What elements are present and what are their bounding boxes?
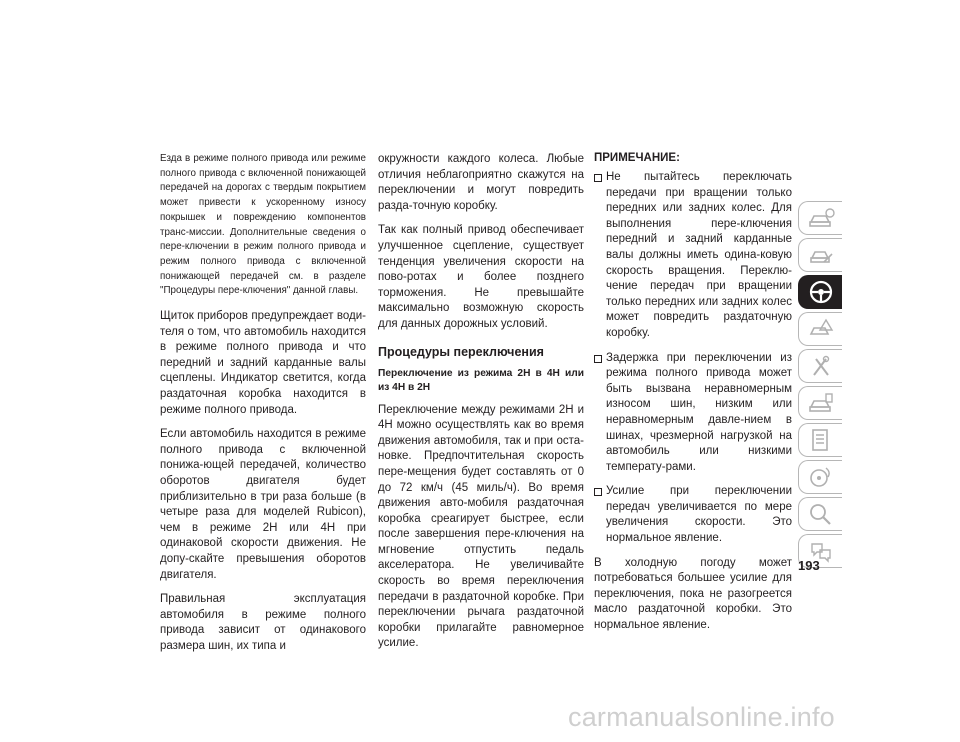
checkbox-bullet-icon <box>594 355 602 363</box>
text-column-3 <box>594 152 792 643</box>
watermark: carmanualsonline.info <box>568 702 835 732</box>
text-column-2 <box>378 152 584 661</box>
multimedia-icon <box>806 464 836 490</box>
tools-icon <box>806 353 836 379</box>
tab-multimedia[interactable] <box>798 460 842 494</box>
paragraph: Правильная эксплуатация автомобиля в режиме полного привода зависит от одинакового размера шин, их типа и <box>160 593 366 652</box>
chapter-tabs <box>798 201 842 571</box>
specifications-icon <box>806 427 836 453</box>
paragraph: Переключение между режимами 2H и 4H можно осуществлять как во время движения автомобиля, так и при оста-новке. Предпочтительная скорость пере-мещения будет составлять от 0 до 72 км/ч (45 миль/ч). Во время движения авто-мобиля раздаточная коробка среагирует быстрее, если после завершения пере-ключения на мгновение отпустить педаль акселератора. Не увеличивайте скорость во время переключения передачи в раздаточной коробке. При переключении рычага раздаточной коробки прилагайте равномерное усилие. <box>378 403 584 650</box>
checkbox-bullet-icon <box>594 488 602 496</box>
note-heading: ПРИМЕЧАНИЕ: <box>594 152 680 164</box>
search-icon <box>806 501 836 527</box>
tab-tools[interactable] <box>798 349 842 383</box>
car-service-icon <box>806 390 836 416</box>
car-warning-icon <box>806 316 836 342</box>
tab-search[interactable] <box>798 497 842 531</box>
car-info-icon <box>806 205 836 231</box>
note-list <box>594 170 792 547</box>
text-column-1 <box>160 152 366 664</box>
section-subheading: Переключение из режима 2H в 4H или из 4H в 2H <box>378 367 584 393</box>
tab-car-service[interactable] <box>798 386 842 420</box>
tab-starting-operating[interactable] <box>798 275 842 309</box>
tab-car-info[interactable] <box>798 201 842 235</box>
steering-wheel-icon <box>806 279 836 305</box>
page-number: 193 <box>798 558 820 573</box>
caution-paragraph: Езда в режиме полного привода или режиме полного привода с включенной понижающей передачей на дорогах с твердым покрытием может привести к ускоренному износу покрышек и повреждению компонентов транс-миссии. Дополнительные сведения о пере-ключении в режим полного привода и режим полного привода с включенной понижающей передачей см. в разделе "Процедуры пере-ключения" данной главы. <box>160 153 366 297</box>
note-item: Усилие при переключении передач увеличивается по мере увеличения скорости. Это нормальное явление. <box>594 484 792 546</box>
paragraph: Щиток приборов предупреждает води-теля о том, что автомобиль находится в режиме полного привода и что передний и задний карданные валы сцеплены. Индикатор светится, когда раздаточная коробка находится в режиме полного привода. <box>160 310 366 416</box>
paragraph: В холодную погоду может потребоваться большее усилие для переключения, пока не разогреется масло раздаточной коробки. Это нормальное явление. <box>594 556 792 632</box>
paragraph: окружности каждого колеса. Любые отличия неблагоприятно скажутся на переключении и могут повредить разда-точную коробку. <box>378 153 584 212</box>
car-safety-icon <box>806 242 836 268</box>
tab-car-safety[interactable] <box>798 238 842 272</box>
paragraph: Если автомобиль находится в режиме полного привода с включенной понижа-ющей передачей, количество оборотов двигателя будет приблизительно в три раза больше (в четыре раза для моделей Rubicon), чем в режиме 2H или 4H при одинаковой скорости движения. Не допу-скайте превышения оборотов двигателя. <box>160 428 366 581</box>
tab-car-warning[interactable] <box>798 312 842 346</box>
checkbox-bullet-icon <box>594 174 602 182</box>
note-item: Не пытайтесь переключать передачи при вращении только передних или задних колес. Для выполнения пере-ключения передний и задний карданные валы должны иметь одина-ковую скорость вращения. Переклю-чение передач при вращении только передних или задних колес может повредить раздаточную коробку. <box>594 170 792 342</box>
paragraph: Так как полный привод обеспечивает улучшенное сцепление, существует тенденция увеличения скорости на пово-ротах и более позднего торможения. Не превышайте максимально возможную скорость для данных дорожных условий. <box>378 224 584 330</box>
section-heading: Процедуры переключения <box>378 344 544 359</box>
note-item: Задержка при переключении из режима полного привода может быть вызвана неравномерным износом шин, низким или неравномерным давле-нием в шинах, чрезмерной нагрузкой на автомобиль или низкими температу-рами. <box>594 351 792 476</box>
tab-specifications[interactable] <box>798 423 842 457</box>
